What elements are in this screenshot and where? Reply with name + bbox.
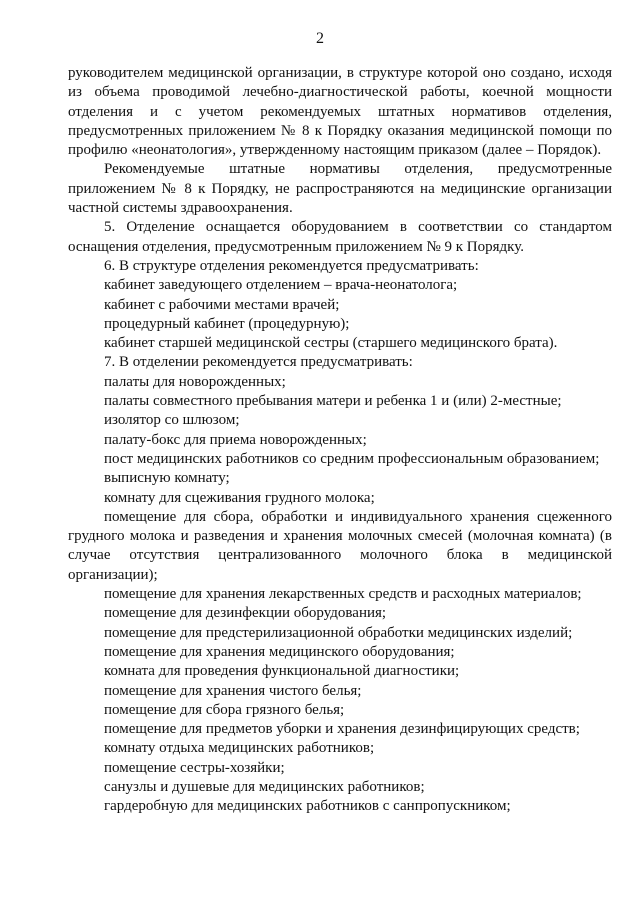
list-item: палаты совместного пребывания матери и ребенка 1 и (или) 2-местные; xyxy=(104,393,562,410)
list-item: комната для проведения функциональной диагностики; xyxy=(104,663,460,680)
list-item: помещение для предстерилизационной обработки медицинских изделий; xyxy=(104,624,573,641)
list-item: помещение для дезинфекции оборудования; xyxy=(104,605,387,622)
list-item: комнату отдыха медицинских работников; xyxy=(104,740,375,757)
list-item: кабинет с рабочими местами врачей; xyxy=(104,296,340,313)
paragraph-staffing-note: Рекомендуемые штатные нормативы отделения, предусмотренные приложением № 8 к Порядку, не распространяются на медицинские организации частной системы здравоохранения. xyxy=(68,161,612,217)
list-item: палаты для новорожденных; xyxy=(104,373,286,390)
section-6-list xyxy=(68,276,612,353)
paragraph-item-7-heading: 7. В отделении рекомендуется предусматривать: xyxy=(104,354,413,371)
list-item: гардеробную для медицинских работников с санпропускником; xyxy=(104,798,511,815)
list-item: палату-бокс для приема новорожденных; xyxy=(104,431,367,448)
list-item: помещение для сбора грязного белья; xyxy=(104,701,345,718)
page-number: 2 xyxy=(316,30,324,47)
list-item: кабинет заведующего отделением – врача-неонатолога; xyxy=(104,277,458,294)
paragraph-item-5: 5. Отделение оснащается оборудованием в соответствии со стандартом оснащения отделения, предусмотренным приложением № 9 к Порядку. xyxy=(68,219,612,255)
list-item: изолятор со шлюзом; xyxy=(104,412,240,429)
document-body xyxy=(68,64,612,817)
list-item: процедурный кабинет (процедурную); xyxy=(104,315,350,332)
list-item: пост медицинских работников со средним профессиональным образованием; xyxy=(104,450,600,467)
section-7-list xyxy=(68,373,612,817)
paragraph-item-6-heading: 6. В структуре отделения рекомендуется предусматривать: xyxy=(104,257,479,274)
list-item: кабинет старшей медицинской сестры (старшего медицинского брата). xyxy=(104,335,558,352)
list-item: помещение для хранения лекарственных средств и расходных материалов; xyxy=(104,586,582,603)
list-item: выписную комнату; xyxy=(104,470,230,487)
list-item-long: помещение для сбора, обработки и индивидуального хранения сцеженного грудного молока и разведения и хранения молочных смесей (молочная комната) (в случае отсутствия централизованного молочного блока в медицинской организации); xyxy=(68,508,612,583)
list-item: помещение для предметов уборки и хранения дезинфицирующих средств; xyxy=(104,721,580,738)
paragraph-continuation: руководителем медицинской организации, в структуре которой оно создано, исходя из объема проводимой лечебно-диагностической работы, коечной мощности отделения и с учетом рекомендуемых штатных нормативов отделения, предусмотренных приложением № 8 к Порядку оказания медицинской помощи по профилю «неонатология», утвержденному настоящим приказом (далее – Порядок). xyxy=(68,65,612,159)
list-item: помещение для хранения медицинского оборудования; xyxy=(104,643,455,660)
list-item: помещение для хранения чистого белья; xyxy=(104,682,362,699)
list-item: комнату для сцеживания грудного молока; xyxy=(104,489,375,506)
list-item: санузлы и душевые для медицинских работников; xyxy=(104,778,425,795)
list-item: помещение сестры-хозяйки; xyxy=(104,759,285,776)
